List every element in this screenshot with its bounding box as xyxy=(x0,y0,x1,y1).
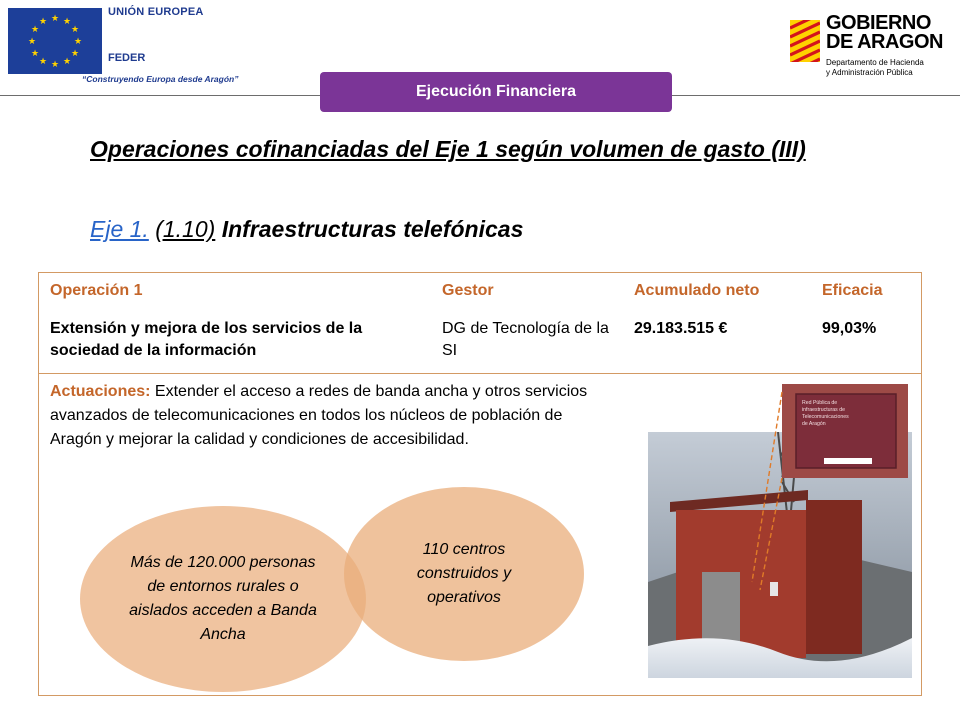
page-title: Operaciones cofinanciadas del Eje 1 según volumen de gasto (III) xyxy=(90,136,806,162)
svg-text:★: ★ xyxy=(62,17,72,27)
eje-link[interactable]: Eje 1. xyxy=(90,216,149,242)
panel-divider xyxy=(38,373,922,374)
sign-line3: Telecomunicaciones xyxy=(802,414,849,420)
sign-line4: de Aragón xyxy=(802,421,826,427)
gobierno-department xyxy=(826,58,924,78)
gobierno-dept-line2: y Administración Pública xyxy=(826,68,913,77)
svg-text:★: ★ xyxy=(38,57,48,67)
eu-slogan: “Construyendo Europa desde Aragón” xyxy=(82,74,239,84)
actuaciones-body: Extender el acceso a redes de banda ancha y otros servicios avanzados de telecomunicaciones en todos los núcleos de población de Aragón y mejorar la calidad y condiciones de accesibilidad. xyxy=(50,383,588,448)
svg-text:★: ★ xyxy=(50,60,60,70)
svg-text:★: ★ xyxy=(50,14,60,24)
svg-text:★: ★ xyxy=(30,25,40,35)
gobierno-dept-line1: Departamento de Hacienda xyxy=(826,58,924,67)
col-header-operacion: Operación 1 xyxy=(50,282,143,299)
sign-inset-photo xyxy=(782,384,908,478)
col-header-acumulado: Acumulado neto xyxy=(634,282,760,299)
eu-title: UNIÓN EUROPEA xyxy=(108,6,204,18)
svg-text:★: ★ xyxy=(70,25,80,35)
aragon-flag-icon xyxy=(790,20,820,62)
gobierno-line1: GOBIERNO xyxy=(826,12,931,34)
svg-text:★: ★ xyxy=(38,17,48,27)
eu-feder: FEDER xyxy=(108,52,146,64)
cell-acumulado: 29.183.515 € xyxy=(634,320,728,337)
section-tab: Ejecución Financiera xyxy=(320,72,672,112)
col-header-gestor: Gestor xyxy=(442,282,494,299)
actuaciones-text xyxy=(50,380,610,452)
page-subtitle xyxy=(90,214,890,244)
cell-operacion: Extensión y mejora de los servicios de la sociedad de la información xyxy=(50,320,363,359)
svg-text:★: ★ xyxy=(62,57,72,67)
axis-title: Infraestructuras telefónicas xyxy=(221,216,524,242)
stat-bubble-population: Más de 120.000 personas de entornos rurales o aislados acceden a Banda Ancha xyxy=(80,506,366,692)
cell-gestor: DG de Tecnología de la SI xyxy=(442,320,609,359)
svg-text:★: ★ xyxy=(27,37,37,47)
svg-text:★: ★ xyxy=(30,49,40,59)
sign-line1: Red Pública de xyxy=(802,400,838,406)
eu-flag-logo xyxy=(8,8,102,74)
svg-text:★: ★ xyxy=(73,37,83,47)
axis-code: (1.10) xyxy=(155,216,216,242)
stat-bubble-centers: 110 centros construidos y operativos xyxy=(344,487,584,661)
sign-line2: infraestructuras de xyxy=(802,407,845,413)
gobierno-logo-text xyxy=(826,14,943,52)
col-header-eficacia: Eficacia xyxy=(822,282,883,299)
cell-eficacia: 99,03% xyxy=(822,320,877,337)
svg-text:★: ★ xyxy=(70,49,80,59)
actuaciones-label: Actuaciones: xyxy=(50,383,151,400)
gobierno-line2: DE ARAGON xyxy=(826,31,943,53)
eu-branding xyxy=(82,6,239,90)
